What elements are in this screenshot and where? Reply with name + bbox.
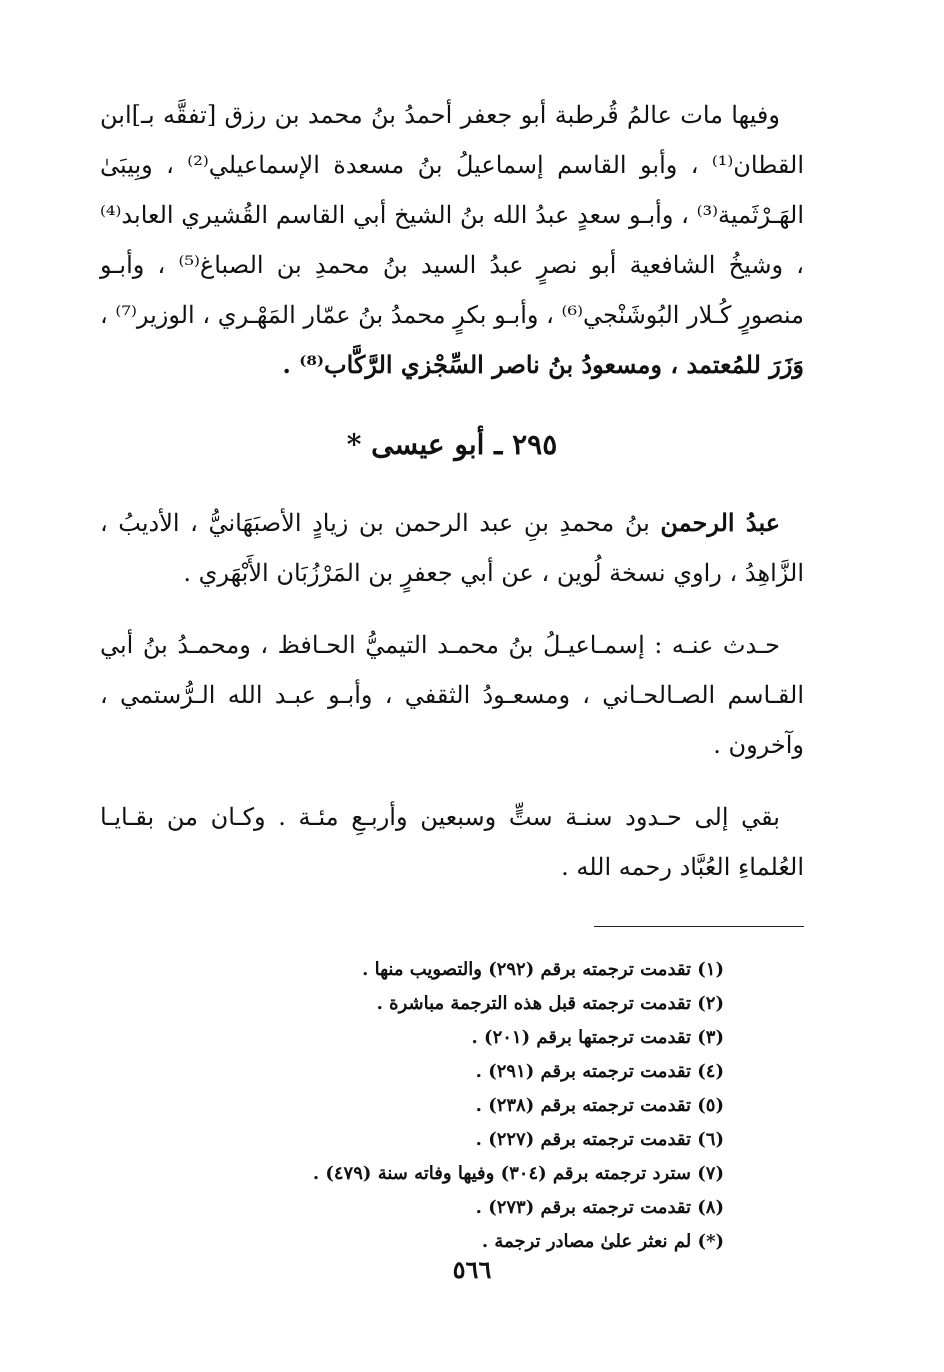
footnote-separator xyxy=(594,926,804,927)
entry-intro-text: بنُ محمدِ بنِ عبد الرحمن بن زيادٍ الأصبَهَانيُّ ، الأديبُ ، الزَّاهِدُ ، راوي نسخة لُوين ، عن أبي جعفرٍ بن المَرْزُبَان الأَبْهَري . xyxy=(100,509,804,587)
entry-name: عبدُ الرحمن xyxy=(660,508,781,537)
page-number: ٥٦٦ xyxy=(452,1255,492,1284)
footnote-item: (٣) تقدمت ترجمتها برقم (٢٠١) . xyxy=(471,1027,724,1048)
footnote-item: (١) تقدمت ترجمته برقم (٢٩٢) والتصويب منها . xyxy=(362,959,724,980)
footnote-item: (٧) سترد ترجمته برقم (٣٠٤) وفيها وفاته سنة (٤٧٩) . xyxy=(312,1163,724,1184)
footnote-item: (٢) تقدمت ترجمته قبل هذه الترجمة مباشرة . xyxy=(376,993,724,1014)
narrators-paragraph: حـدث عنـه : إسمـاعيـلُ بنُ محمـد التيميُّ الحـافظ ، ومحمـدُ بنُ أبي القـاسم الصـالحـاني ، ومسعـودُ الثقفي ، وأبـو عبـد الله الـرُّستمي ، وآخرون . xyxy=(100,631,805,759)
footnote-item: (٤) تقدمت ترجمته برقم (٢٩١) . xyxy=(475,1061,724,1082)
paragraph-gap xyxy=(100,598,804,620)
paragraph-gap xyxy=(100,770,804,792)
closing-paragraph: بقي إلى حـدود سنـة ستٍّ وسبعين وأربـعِ مئـة . وكـان من بقـايـا العُلماءِ العُبَّاد رحمه الله . xyxy=(100,803,804,881)
top-paragraph xyxy=(100,90,804,390)
footnotes-list xyxy=(100,953,804,1259)
footnote-item: (٨) تقدمت ترجمته برقم (٢٧٣) . xyxy=(475,1197,724,1218)
footnote-item: (٦) تقدمت ترجمته برقم (٢٢٧) . xyxy=(475,1129,724,1150)
footnote-item: (*) لم نعثر علىٰ مصادر ترجمة . xyxy=(481,1231,724,1252)
entry-heading: ٢٩٥ ـ أبو عيسى * xyxy=(346,428,558,461)
entry-intro-paragraph xyxy=(100,498,804,598)
footnote-item: (٥) تقدمت ترجمته برقم (٢٣٨) . xyxy=(475,1095,724,1116)
top-paragraph-text: وفيها مات عالمُ قُرطبة أبو جعفر أحمدُ بنُ محمد بن رزق [تفقَّه بـ]ابن القطان⁽¹⁾ ، وأبو القاسم إسماعيلُ بنُ مسعدة الإسماعيلي⁽²⁾ ، وبِيبَىٰ الهَـرْثَمية⁽³⁾ ، وأبـو سعدٍ عبدُ الله بنُ الشيخ أبي القاسم القُشيري العابد⁽⁴⁾ ، وشيخُ الشافعية أبو نصرٍ عبدُ السيد بنُ محمدِ بن الصباغ⁽⁵⁾ ، وأبـو منصورٍ كُـلار البُوشَنْجي⁽⁶⁾ ، وأبـو بكرٍ محمدُ بنُ عمّار المَهْـري ، الوزير⁽⁷⁾ ، xyxy=(100,101,805,329)
top-paragraph-bold-text: وَزَرَ للمُعتمد ، ومسعودُ بنُ ناصر السِّجْزي الرَّكَّاب⁽⁸⁾ . xyxy=(282,350,804,379)
